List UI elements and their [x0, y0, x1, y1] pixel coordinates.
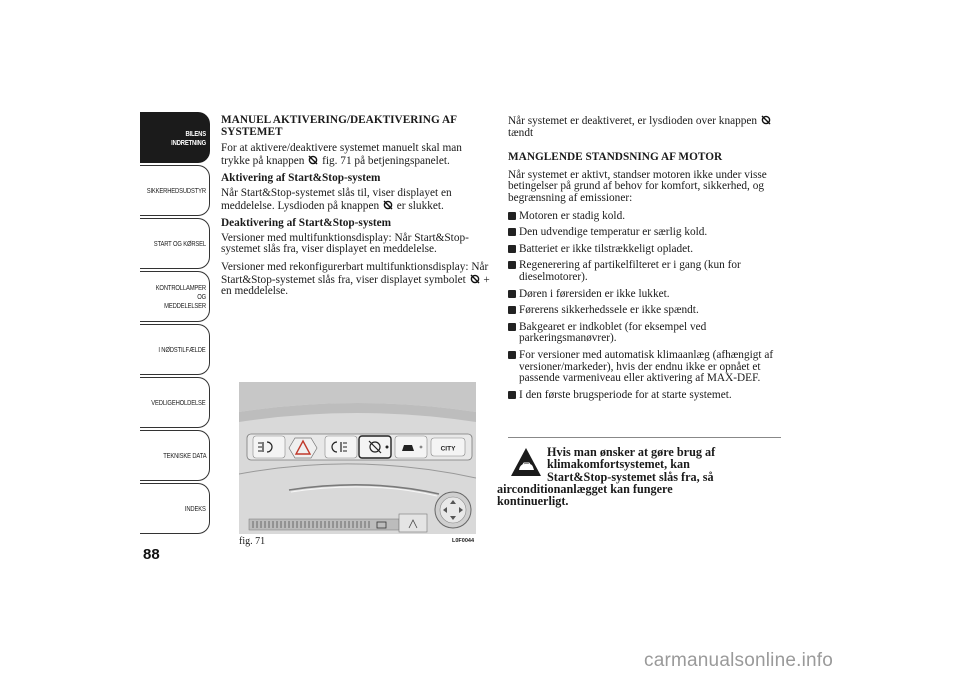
checkbox-bullet-icon: [508, 228, 516, 236]
checkbox-bullet-icon: [508, 245, 516, 253]
warning-line: Start&Stop-systemet slås fra, så: [547, 469, 714, 484]
right-column: [508, 115, 784, 406]
tab-bilens-indretning[interactable]: [140, 112, 210, 163]
text: Versioner med rekonfigurerbart multifunktionsdisplay: Når Start&Stop-systemet slås fra, viser displayet symbolet: [221, 260, 489, 286]
text: I den første brugsperiode for at starte systemet.: [519, 388, 732, 401]
left-column: [221, 115, 493, 304]
tab-i-nodstilfaelde[interactable]: [140, 324, 210, 375]
list-item: [508, 227, 784, 239]
condition-list: [508, 211, 784, 402]
text: For at aktivere/deaktivere systemet manuelt skal man trykke på knappen: [221, 142, 462, 167]
text: tændt: [508, 126, 534, 139]
text: fig. 71 på betjeningspanelet.: [322, 154, 450, 167]
list-item: [508, 244, 784, 256]
tab-label: INDEKS: [185, 504, 206, 513]
text: er slukket.: [396, 199, 444, 212]
car-icon: [395, 436, 427, 458]
text: Batteriet er ikke tilstrækkeligt opladet.: [519, 242, 694, 255]
fog-light-icon: [253, 436, 285, 458]
warning-line: airconditionanlægget kan fungere: [497, 481, 673, 496]
rear-fog-icon: [325, 436, 357, 458]
tab-label: I NØDSTILFÆLDE: [158, 345, 206, 354]
checkbox-bullet-icon: [508, 261, 516, 269]
warning-line: kontinuerligt.: [497, 494, 569, 509]
tab-label: BILENS INDRETNING: [171, 128, 206, 147]
page-number: 88: [143, 546, 160, 563]
start-stop-icon: [308, 155, 318, 165]
warning-divider: [508, 437, 781, 438]
checkbox-bullet-icon: [508, 290, 516, 298]
list-item: [508, 211, 784, 223]
text: Når systemet er deaktiveret, er lysdioden over knappen: [508, 115, 758, 127]
checkbox-bullet-icon: [508, 306, 516, 314]
figure-code: L0F0044: [452, 538, 475, 544]
hazard-icon: [289, 438, 317, 458]
text: Døren i førersiden er ikke lukket.: [519, 287, 670, 300]
section-heading-no-stop: MANGLENDE STANDSNING AF MOTOR: [508, 151, 723, 164]
warning-line: klimakomfortsystemet, kan: [547, 457, 690, 472]
paragraph: Versioner med multifunktionsdisplay: Når Start&Stop-systemet slås fra, viser displayet en meddelelse.: [221, 231, 469, 256]
city-button-label: CITY: [440, 445, 456, 453]
warning-text: [497, 446, 777, 507]
text: Førerens sikkerhedssele er ikke spændt.: [519, 304, 699, 317]
figure-dashboard-panel: [239, 382, 476, 534]
tab-start-og-korsel[interactable]: [140, 218, 210, 269]
checkbox-bullet-icon: [508, 212, 516, 220]
tab-vedligeholdelse[interactable]: [140, 377, 210, 428]
tab-tekniske-data[interactable]: [140, 430, 210, 481]
checkbox-bullet-icon: [508, 323, 516, 331]
paragraph: Når systemet er aktivt, standser motoren ikke under visse betingelser på grund af behov for komfort, sikkerhed, og begrænsning af emissioner:: [508, 168, 767, 204]
text: Motoren er stadig kold.: [519, 209, 626, 222]
checkbox-bullet-icon: [508, 351, 516, 359]
list-item: [508, 350, 784, 385]
start-stop-icon: [470, 274, 480, 284]
text: Regenerering af partikelfilteret er i gang (kun for dieselmotorer).: [519, 259, 741, 283]
figure-caption: fig. 71: [239, 536, 266, 547]
section-tabs: [140, 112, 210, 536]
mirror-pad-icon: [435, 492, 471, 528]
start-stop-icon: [761, 115, 771, 125]
start-stop-icon: [383, 200, 393, 210]
text: Den udvendige temperatur er særlig kold.: [519, 226, 708, 239]
tab-label: KONTROLLAMPER OG MEDDELELSER: [155, 283, 206, 310]
paragraph: [221, 262, 493, 298]
subheading-activation: Aktivering af Start&Stop-system: [221, 172, 381, 185]
paragraph: [221, 143, 493, 167]
tab-label: VEDLIGEHOLDELSE: [151, 398, 206, 407]
checkbox-bullet-icon: [508, 391, 516, 399]
watermark: carmanualsonline.info: [644, 650, 834, 671]
list-item: [508, 305, 784, 317]
list-item: [508, 289, 784, 301]
warning-line: Hvis man ønsker at gøre brug af: [547, 445, 716, 459]
paragraph: [508, 115, 784, 139]
text: + en meddelelse.: [221, 273, 490, 298]
text: Når Start&Stop-systemet slås til, viser displayet en meddelelse. Lysdioden på knappen: [221, 186, 452, 212]
tab-label: SIKKERHEDSUDSTYR: [146, 186, 206, 195]
list-item: [508, 322, 784, 345]
tab-label: START OG KØRSEL: [153, 239, 206, 248]
subheading-deactivation: Deaktivering af Start&Stop-system: [221, 217, 392, 230]
section-heading-manual: MANUEL AKTIVERING/DEAKTIVERING AF SYSTEMET: [221, 114, 457, 138]
tab-label: TEKNISKE DATA: [162, 451, 206, 460]
list-item: [508, 390, 784, 402]
start-stop-icon: [359, 436, 391, 458]
paragraph: [221, 188, 493, 212]
tab-indeks[interactable]: [140, 483, 210, 534]
tab-sikkerhedsudstyr[interactable]: [140, 165, 210, 216]
text: Bakgearet er indkoblet (for eksempel ved parkeringsmanøvrer).: [519, 320, 707, 345]
list-item: [508, 260, 784, 283]
tab-kontrollamper[interactable]: [140, 271, 210, 322]
text: For versioner med automatisk klimaanlæg (afhængigt af versioner/markeder), hvis der endnu ikke er opnået et passende varmeniveau eller aktivering af MAX-DEF.: [519, 348, 774, 385]
